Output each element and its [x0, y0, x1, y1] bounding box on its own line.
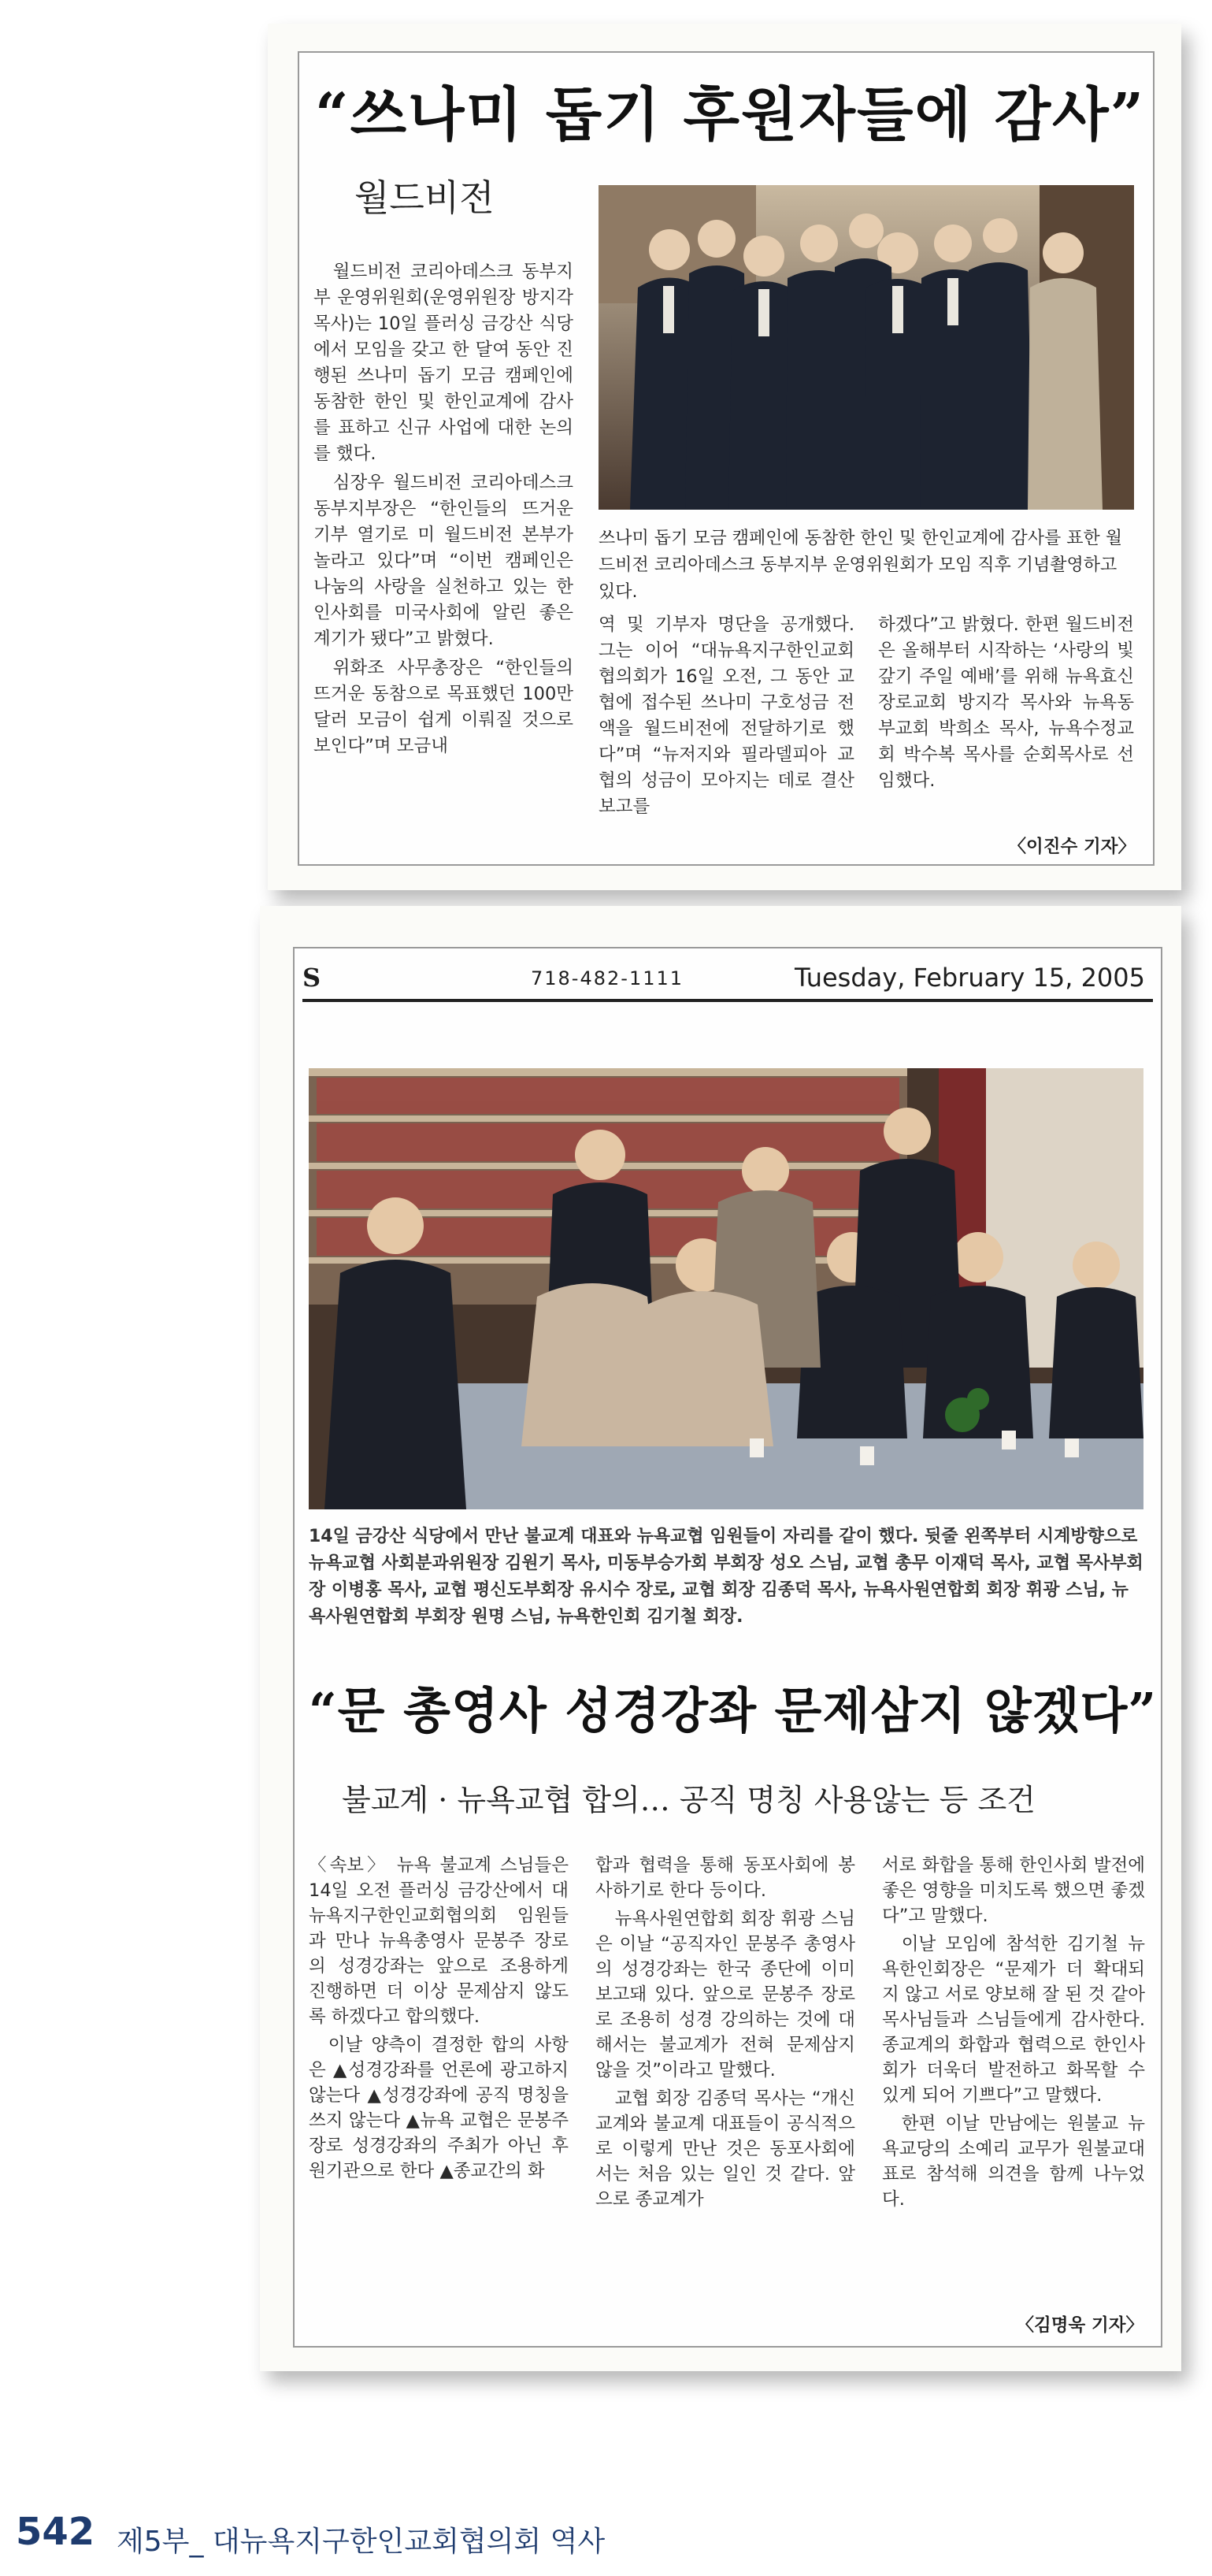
clip2-byline: 〈김명욱 기자〉: [1010, 2311, 1143, 2337]
page-number: 542: [16, 2510, 95, 2554]
chapter-title: 제5부_ 대뉴욕지구한인교회협의회 역사: [117, 2526, 606, 2558]
clip1-source: 월드비전: [354, 176, 495, 219]
masthead-date: Tuesday, February 15, 2005: [795, 963, 1145, 993]
clip1-col1-para: 월드비전 코리아데스크 동부지부 운영위원회(운영위원장 방지각 목사)는 10일 플러싱 금강산 식당에서 모임을 갖고 한 달여 동안 진행된 쓰나미 돕기 모금 캠페인에 동참한 한인 및 한인교계에 감사를 표하고 신규 사업에 대한 논의를 했다.: [313, 262, 573, 464]
masthead-phone: 718-482-1111: [531, 967, 684, 989]
clip1-col3-para: 하겠다”고 밝혔다. 한편 월드비전은 올해부터 시작하는 ‘사랑의 빛 갚기 주일 예배’를 위해 뉴욕효신장로교회 방지각 목사와 뉴욕동부교회 박희소 목사, 뉴욕수정교회 박수복 목사를 순회목사로 선임했다.: [878, 614, 1134, 791]
clip2-column-3: [882, 1853, 1145, 2325]
clip1-byline: 〈이진수 기자〉: [1002, 833, 1136, 858]
clip1-photo-caption: 쓰나미 돕기 모금 캠페인에 동참한 한인 및 한인교계에 감사를 표한 월드비전 코리아데스크 동부지부 운영위원회가 모임 직후 기념촬영하고 있다.: [599, 529, 1122, 602]
news-clipping-1: [268, 24, 1181, 890]
clip2-col1-para: 〈속보〉 뉴욕 불교계 스님들은 14일 오전 플러싱 금강산에서 대뉴욕지구한인교회협의회 임원들과 만나 뉴욕총영사 문봉주 장로의 성경강좌는 앞으로 조용하게 진행하면 더 이상 문제삼지 않도록 하겠다고 합의했다.: [309, 1855, 569, 2027]
clip2-column-2: [595, 1853, 855, 2325]
masthead-logo-fragment: S: [302, 963, 321, 993]
news-clipping-2: [260, 906, 1181, 2371]
clip1-column-2: [599, 612, 854, 848]
clip2-group-photo: [309, 1068, 1143, 1509]
clip1-col2-para: 역 및 기부자 명단을 공개했다. 그는 이어 “대뉴욕지구한인교회협의회가 16일 오전, 그 동안 교협에 접수된 쓰나미 구호성금 전액을 월드비전에 전달하기로 했다”며 “뉴저지와 필라델피아 교협의 성금이 모아지는 데로 결산보고를: [599, 614, 854, 817]
clip2-col2-para: 교협 회장 김종덕 목사는 “개신교계와 불교계 대표들이 공식적으로 이렇게 만난 것은 동포사회에서는 처음 있는 일인 것 같다. 앞으로 종교계가: [595, 2088, 855, 2210]
clip1-column-1: [313, 259, 573, 858]
clip1-col1-para: 위화조 사무총장은 “한인들의 뜨거운 동참으로 목표했던 100만 달러 모금이 쉽게 이뤄질 것으로 보인다”며 모금내: [313, 658, 573, 756]
clip2-subheadline: 불교계 · 뉴욕교협 합의… 공직 명칭 사용않는 등 조건: [342, 1783, 1036, 1817]
clip2-column-1: [309, 1853, 569, 2325]
clip1-headline: “쓰나미 돕기 후원자들에 감사”: [315, 81, 1146, 149]
newspaper-masthead: [302, 955, 1153, 1002]
clip2-headline: “문 총영사 성경강좌 문제삼지 않겠다”: [309, 1682, 1158, 1739]
clip2-col3-para: 이날 모임에 참석한 김기철 뉴욕한인회장은 “문제가 더 확대되지 않고 서로 양보해 잘 된 것 같아 목사님들과 스님들에게 감사한다. 종교계의 화합과 협력으로 한인사회가 더욱더 발전하고 화목할 수 있게 되어 기쁘다”고 말했다.: [882, 1934, 1145, 2106]
clip2-col1-para: 이날 양측이 결정한 합의 사항은 ▲성경강좌를 언론에 광고하지 않는다 ▲성경강좌에 공직 명칭을 쓰지 않는다 ▲뉴욕 교협은 문봉주 장로 성경강좌의 주최가 아닌 후원기관으로 한다 ▲종교간의 화: [309, 2035, 569, 2181]
clip1-column-3: [878, 612, 1134, 848]
clip1-group-photo: [599, 185, 1134, 510]
clip2-col3-para: 서로 화합을 통해 한인사회 발전에 좋은 영향을 미치도록 했으면 좋겠다”고 말했다.: [882, 1855, 1145, 1926]
clip2-col2-para: 뉴욕사원연합회 회장 휘광 스님은 이날 “공직자인 문봉주 총영사의 성경강좌는 한국 종단에 이미 보고돼 있다. 앞으로 문봉주 장로로 조용히 성경 강의하는 것에 대해서는 불교계가 전혀 문제삼지 않을 것”이라고 말했다.: [595, 1909, 855, 2080]
clip1-col1-para: 심장우 월드비전 코리아데스크 동부지부장은 “한인들의 뜨거운 기부 열기로 미 월드비전 본부가 놀라고 있다”며 “이번 캠페인은 나눔의 사랑을 실천하고 있는 한인사회를 미국사회에 알린 좋은 계기가 됐다”고 밝혔다.: [313, 473, 573, 649]
clip2-col2-para: 합과 협력을 통해 동포사회에 봉사하기로 한다 등이다.: [595, 1855, 855, 1901]
clip2-col3-para: 한편 이날 만남에는 원불교 뉴욕교당의 소예리 교무가 원불교대표로 참석해 의견을 함께 나누었다.: [882, 2114, 1145, 2210]
clip2-photo-caption: 14일 금강산 식당에서 만난 불교계 대표와 뉴욕교협 임원들이 자리를 같이 했다. 뒷줄 왼쪽부터 시계방향으로 뉴욕교협 사회분과위원장 김원기 목사, 미동부승가회 부회장 성오 스님, 교협 총무 이재덕 목사, 교협 목사부회장 이병홍 목사, 교협 평신도부회장 유시수 장로, 교협 회장 김종덕 목사, 뉴욕사원연합회 회장 휘광 스님, 뉴욕사원연합회 부회장 원명 스님, 뉴욕한인회 김기철 회장.: [309, 1527, 1143, 1627]
